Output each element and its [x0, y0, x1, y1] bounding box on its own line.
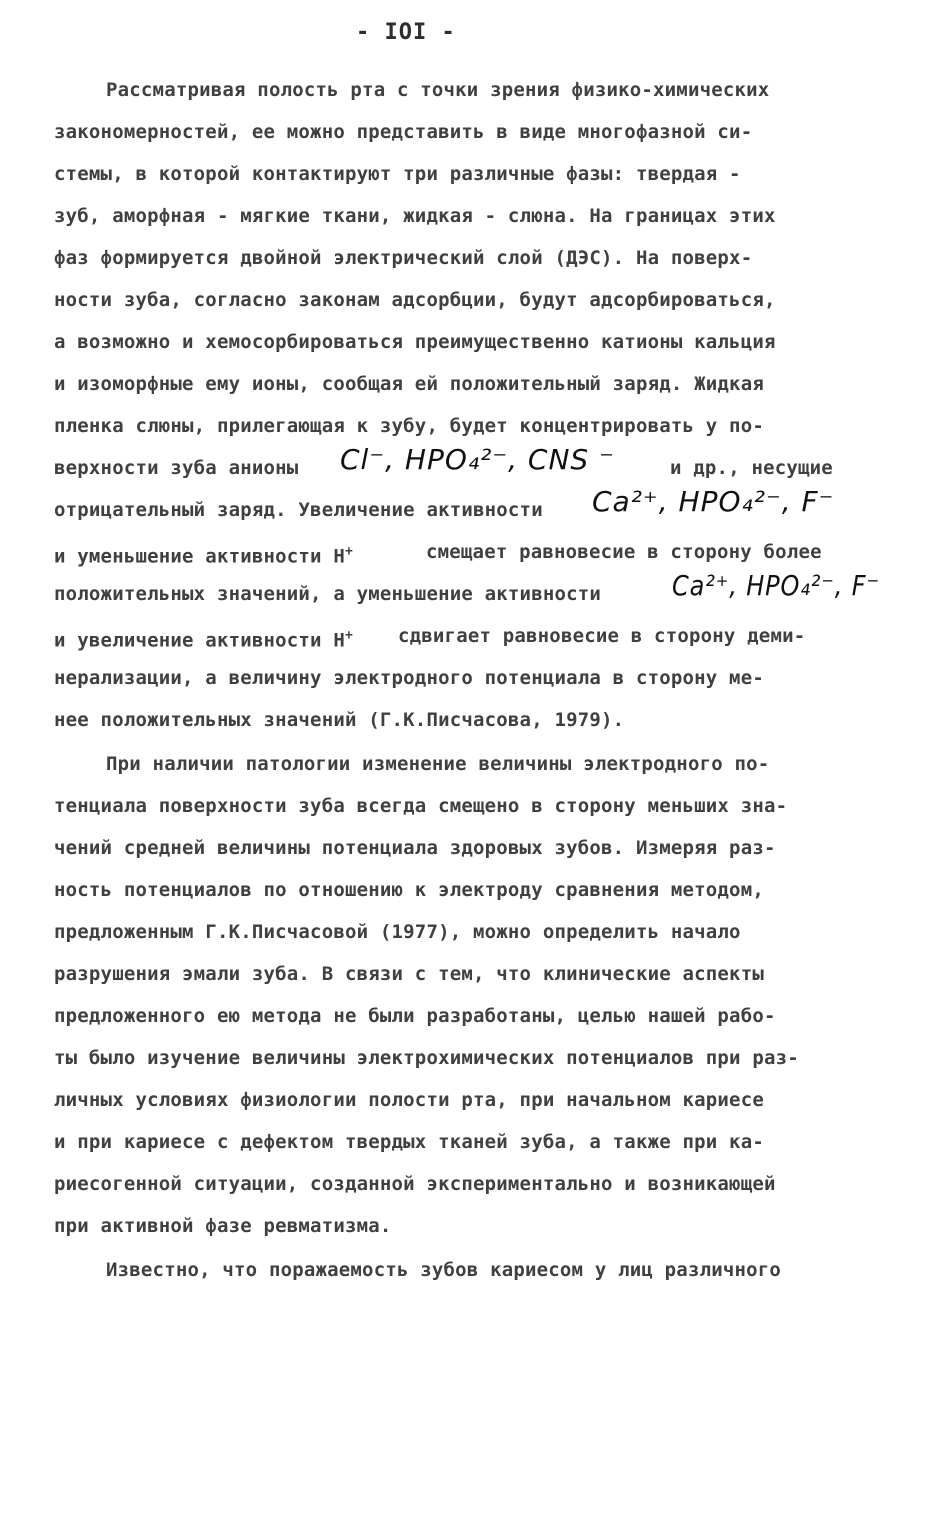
handwritten-ions-2: Ca²⁺, HPO₄²⁻, F⁻: [672, 569, 880, 602]
line-12-end: смещает равновесие в сторону более: [426, 541, 822, 563]
paragraph-2-line-3: чений средней величины потенциала здоровых зубов. Измеряя раз-: [54, 837, 776, 859]
paragraph-1-line-6: ности зуба, согласно законам адсорбции, будут адсорбироваться,: [54, 289, 776, 311]
line-10-start: верхности зуба анионы: [54, 457, 299, 479]
paragraph-2-line-5: предложенным Г.К.Писчасовой (1977), можно определить начало: [54, 921, 741, 943]
paragraph-1-line-13: положительных значений, а уменьшение активности: [54, 583, 602, 605]
paragraph-1-line-2: закономерностей, ее можно представить в виде многофазной си-: [54, 121, 753, 143]
paragraph-1-line-14: [54, 624, 353, 652]
line-14-start: и увеличение активности Н: [54, 629, 345, 652]
paragraph-2-line-12: при активной фазе ревматизма.: [54, 1215, 392, 1237]
paragraph-2-line-10: и при кариесе с дефектом твердых тканей зуба, а также при ка-: [54, 1131, 764, 1153]
paragraph-2-line-2: тенциала поверхности зуба всегда смещено в сторону меньших зна-: [54, 795, 788, 817]
handwritten-ions-1: Ca²⁺, HPO₄²⁻, F⁻: [592, 485, 835, 518]
line-12-start: и уменьшение активности Н: [54, 545, 345, 568]
paragraph-2-line-8: ты было изучение величины электрохимических потенциалов при раз-: [54, 1047, 799, 1069]
paragraph-1-line-12: [54, 540, 353, 568]
paragraph-1-line-9: пленка слюны, прилегающая к зубу, будет концентрировать у по-: [54, 415, 764, 437]
paragraph-3-line-1: Известно, что поражаемость зубов кариесом у лиц различного: [106, 1259, 782, 1281]
paragraph-1-line-4: зуб, аморфная - мягкие ткани, жидкая - слюна. На границах этих: [54, 205, 776, 227]
paragraph-1-line-7: а возможно и хемосорбироваться преимущественно катионы кальция: [54, 331, 776, 353]
paragraph-1-line-10: [54, 456, 298, 480]
paragraph-2-line-6: разрушения эмали зуба. В связи с тем, что клинические аспекты: [54, 963, 764, 985]
paragraph-1-line-1: Рассматривая полость рта с точки зрения физико-химических: [106, 79, 770, 101]
handwritten-anions: Cl⁻, HPO₄²⁻, CNS ⁻: [340, 443, 615, 476]
paragraph-1-line-8: и изоморфные ему ионы, сообщая ей положительный заряд. Жидкая: [54, 373, 764, 395]
paragraph-1-line-5: фаз формируется двойной электрический слой (ДЭС). На поверх-: [54, 247, 753, 269]
paragraph-2-line-4: ность потенциалов по отношению к электроду сравнения методом,: [54, 879, 764, 901]
line-14-superscript: +: [344, 628, 354, 643]
page-number: - IOI -: [356, 20, 456, 45]
paragraph-1-line-16: нее положительных значений (Г.К.Писчасова, 1979).: [54, 709, 625, 731]
paragraph-2-line-9: личных условиях физиологии полости рта, при начальном кариесе: [54, 1089, 764, 1111]
paragraph-1-line-11: отрицательный заряд. Увеличение активности: [54, 499, 543, 521]
paragraph-1-line-15: нерализации, а величину электродного потенциала в сторону ме-: [54, 667, 764, 689]
paragraph-2-line-7: предложенного ею метода не были разработаны, целью нашей рабо-: [54, 1005, 776, 1027]
line-14-end: сдвигает равновесие в сторону деми-: [398, 625, 806, 647]
line-12-superscript: +: [344, 544, 354, 559]
paragraph-1-line-3: стемы, в которой контактируют три различные фазы: твердая -: [54, 163, 741, 185]
paragraph-2-line-1: При наличии патологии изменение величины электродного по-: [106, 753, 770, 775]
line-10-end: и др., несущие: [670, 457, 833, 479]
paragraph-2-line-11: риесогенной ситуации, созданной экспериментально и возникающей: [54, 1173, 776, 1195]
